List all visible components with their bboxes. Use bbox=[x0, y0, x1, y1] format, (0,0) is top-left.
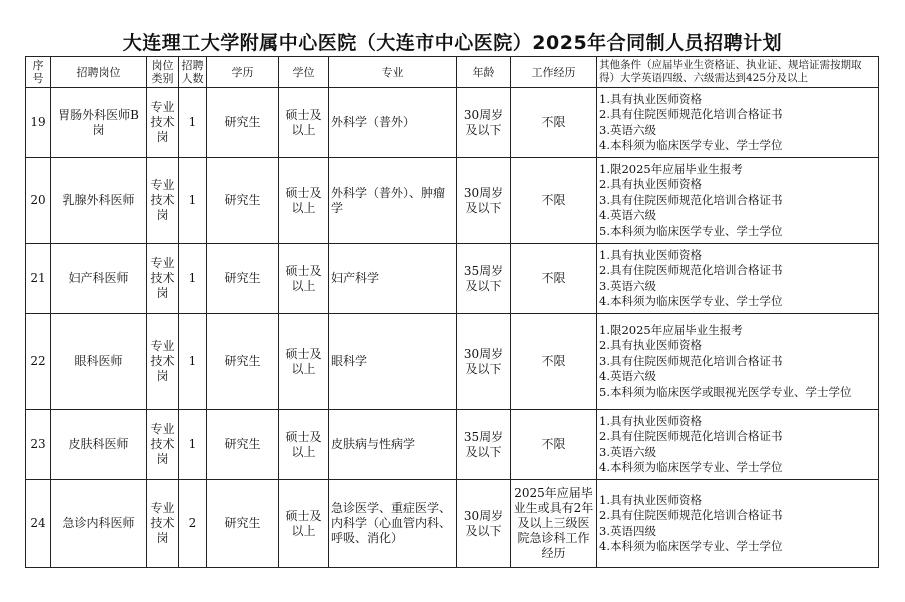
cell-education: 研究生 bbox=[207, 480, 279, 568]
requirement-item: 3.英语四级 bbox=[599, 523, 656, 538]
cell-major: 急诊医学、重症医学、内科学（心血管内科、呼吸、消化） bbox=[329, 480, 457, 568]
requirement-item: 4.本科须为临床医学专业、学士学位 bbox=[599, 539, 783, 553]
header-row bbox=[26, 57, 879, 88]
cell-category: 专业技术岗 bbox=[147, 244, 179, 314]
requirement-item: 2.具有住院医师规范化培训合格证书 bbox=[599, 429, 783, 443]
requirement-item: 4.本科须为临床医学专业、学士学位 bbox=[599, 138, 783, 152]
requirement-item: 5.本科须为临床医学专业、学士学位 bbox=[599, 223, 783, 238]
table-row bbox=[26, 244, 879, 314]
cell-degree: 硕士及以上 bbox=[279, 244, 329, 314]
cell-count: 1 bbox=[179, 88, 207, 158]
requirement-item: 2.具有执业医师资格 bbox=[599, 338, 702, 353]
cell-position: 急诊内科医师 bbox=[51, 480, 147, 568]
table-row bbox=[26, 314, 879, 410]
cell-age: 35周岁及以下 bbox=[457, 410, 511, 480]
cell-seq: 22 bbox=[26, 314, 51, 410]
cell-count: 1 bbox=[179, 314, 207, 410]
cell-requirements bbox=[597, 244, 879, 314]
table-row bbox=[26, 88, 879, 158]
requirement-item: 1.具有执业医师资格 bbox=[599, 91, 702, 106]
header-category: 岗位类别 bbox=[147, 57, 179, 88]
requirement-item: 2.具有住院医师规范化培训合格证书 bbox=[599, 107, 783, 121]
page-title: 大连理工大学附属中心医院（大连市中心医院）2025年合同制人员招聘计划 bbox=[122, 32, 783, 54]
cell-category: 专业技术岗 bbox=[147, 410, 179, 480]
cell-experience: 不限 bbox=[511, 88, 597, 158]
cell-age: 30周岁及以下 bbox=[457, 314, 511, 410]
requirement-item: 3.英语六级 bbox=[599, 278, 656, 293]
cell-category: 专业技术岗 bbox=[147, 158, 179, 244]
cell-education: 研究生 bbox=[207, 158, 279, 244]
requirement-item: 2.具有执业医师资格 bbox=[599, 177, 702, 192]
cell-position: 眼科医师 bbox=[51, 314, 147, 410]
cell-education: 研究生 bbox=[207, 314, 279, 410]
cell-seq: 24 bbox=[26, 480, 51, 568]
cell-age: 30周岁及以下 bbox=[457, 88, 511, 158]
cell-count: 2 bbox=[179, 480, 207, 568]
recruitment-table bbox=[25, 56, 879, 568]
cell-position: 妇产科医师 bbox=[51, 244, 147, 314]
requirement-item: 2.具有住院医师规范化培训合格证书 bbox=[599, 263, 783, 277]
cell-age: 30周岁及以下 bbox=[457, 480, 511, 568]
cell-experience: 不限 bbox=[511, 158, 597, 244]
cell-experience: 2025年应届毕业生或具有2年及以上三级医院急诊科工作经历 bbox=[511, 480, 597, 568]
cell-major: 外科学（普外）、肿瘤学 bbox=[329, 158, 457, 244]
requirement-item: 3.英语六级 bbox=[599, 444, 656, 459]
cell-age: 35周岁及以下 bbox=[457, 244, 511, 314]
cell-count: 1 bbox=[179, 410, 207, 480]
cell-count: 1 bbox=[179, 244, 207, 314]
requirement-item: 1.具有执业医师资格 bbox=[599, 413, 702, 428]
cell-major: 皮肤病与性病学 bbox=[329, 410, 457, 480]
cell-requirements bbox=[597, 88, 879, 158]
requirement-item: 4.英语六级 bbox=[599, 369, 656, 384]
cell-seq: 20 bbox=[26, 158, 51, 244]
cell-requirements bbox=[597, 480, 879, 568]
cell-position: 胃肠外科医师B岗 bbox=[51, 88, 147, 158]
cell-experience: 不限 bbox=[511, 244, 597, 314]
cell-count: 1 bbox=[179, 158, 207, 244]
cell-seq: 23 bbox=[26, 410, 51, 480]
requirement-item: 5.本科须为临床医学或眼视光医学专业、学士学位 bbox=[599, 384, 852, 399]
header-degree: 学位 bbox=[279, 57, 329, 88]
cell-position: 乳腺外科医师 bbox=[51, 158, 147, 244]
cell-degree: 硕士及以上 bbox=[279, 480, 329, 568]
cell-category: 专业技术岗 bbox=[147, 314, 179, 410]
requirement-item: 2.具有住院医师规范化培训合格证书 bbox=[599, 508, 783, 522]
cell-category: 专业技术岗 bbox=[147, 480, 179, 568]
cell-age: 30周岁及以下 bbox=[457, 158, 511, 244]
requirement-item: 3.具有住院医师规范化培训合格证书 bbox=[599, 353, 783, 368]
header-position: 招聘岗位 bbox=[51, 57, 147, 88]
requirement-item: 3.英语六级 bbox=[599, 122, 656, 137]
header-age: 年龄 bbox=[457, 57, 511, 88]
cell-seq: 21 bbox=[26, 244, 51, 314]
requirement-item: 4.本科须为临床医学专业、学士学位 bbox=[599, 294, 783, 308]
cell-education: 研究生 bbox=[207, 410, 279, 480]
cell-degree: 硕士及以上 bbox=[279, 88, 329, 158]
requirement-item: 1.具有执业医师资格 bbox=[599, 247, 702, 262]
cell-requirements bbox=[597, 158, 879, 244]
header-education: 学历 bbox=[207, 57, 279, 88]
table-row bbox=[26, 410, 879, 480]
cell-education: 研究生 bbox=[207, 244, 279, 314]
table-row bbox=[26, 158, 879, 244]
cell-degree: 硕士及以上 bbox=[279, 314, 329, 410]
cell-major: 眼科学 bbox=[329, 314, 457, 410]
header-seq: 序号 bbox=[26, 57, 51, 88]
cell-category: 专业技术岗 bbox=[147, 88, 179, 158]
cell-degree: 硕士及以上 bbox=[279, 410, 329, 480]
requirement-item: 1.限2025年应届毕业生报考 bbox=[599, 322, 743, 337]
cell-requirements bbox=[597, 410, 879, 480]
header-conditions: 其他条件（应届毕业生资格证、执业证、规培证需按期取得）大学英语四级、六级需达到425分及以上 bbox=[597, 57, 879, 88]
cell-education: 研究生 bbox=[207, 88, 279, 158]
requirement-item: 4.英语六级 bbox=[599, 208, 656, 223]
requirement-item: 1.限2025年应届毕业生报考 bbox=[599, 161, 743, 176]
table-row bbox=[26, 480, 879, 568]
cell-major: 妇产科学 bbox=[329, 244, 457, 314]
header-major: 专业 bbox=[329, 57, 457, 88]
requirement-item: 3.具有住院医师规范化培训合格证书 bbox=[599, 192, 783, 207]
requirement-item: 4.本科须为临床医学专业、学士学位 bbox=[599, 460, 783, 474]
cell-experience: 不限 bbox=[511, 410, 597, 480]
cell-seq: 19 bbox=[26, 88, 51, 158]
requirement-item: 1.具有执业医师资格 bbox=[599, 492, 702, 507]
cell-position: 皮肤科医师 bbox=[51, 410, 147, 480]
cell-experience: 不限 bbox=[511, 314, 597, 410]
cell-requirements bbox=[597, 314, 879, 410]
cell-degree: 硕士及以上 bbox=[279, 158, 329, 244]
cell-major: 外科学（普外） bbox=[329, 88, 457, 158]
header-count: 招聘人数 bbox=[179, 57, 207, 88]
header-experience: 工作经历 bbox=[511, 57, 597, 88]
